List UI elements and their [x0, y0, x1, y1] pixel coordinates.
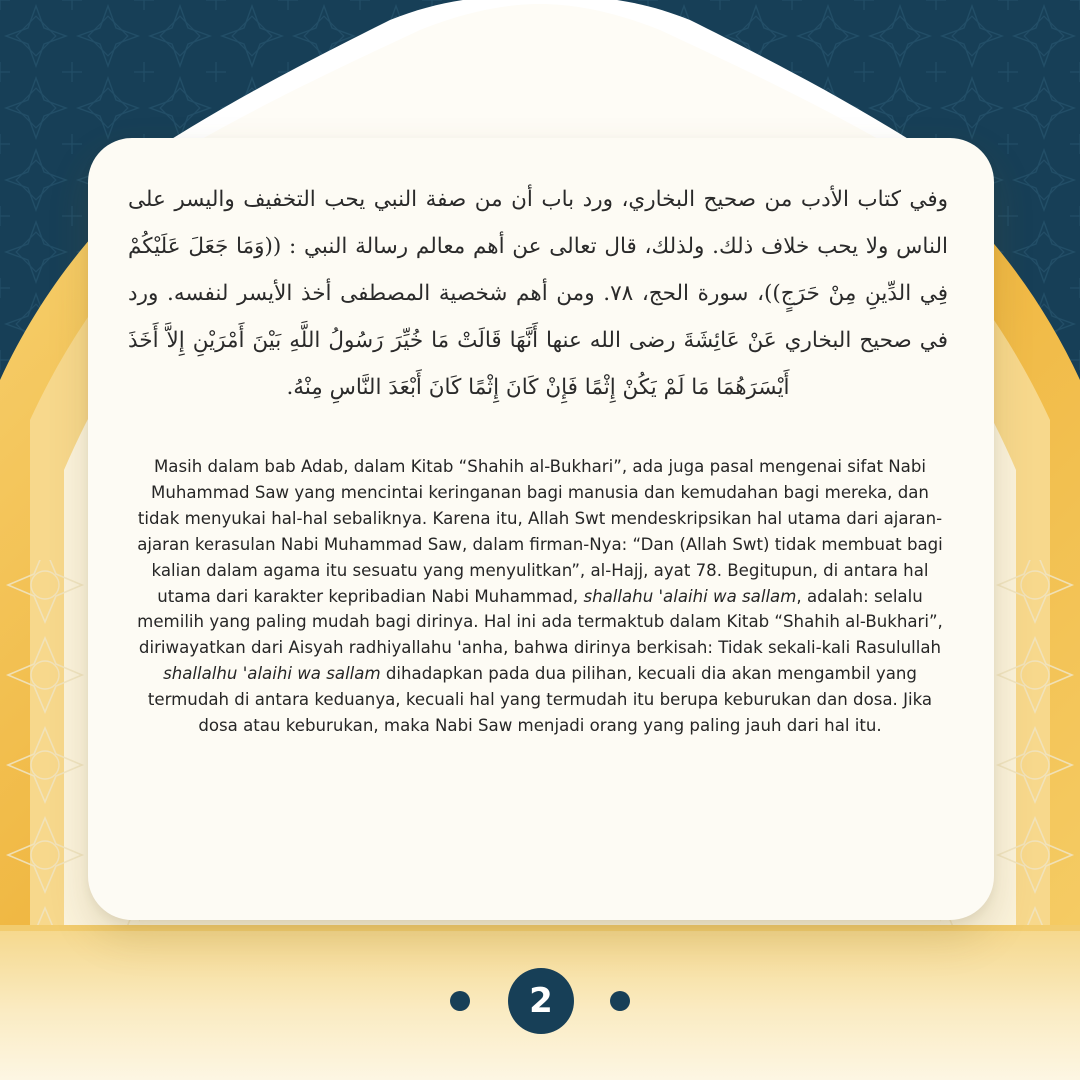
translation-part-2: , adalah: selalu memilih yang paling mudah bagi dirinya. Hal ini ada termaktub dalam Kitab “Shahih al-Bukhari”, diriwayatkan dari Aisyah radhiyallahu 'anha, bahwa dirinya berkisah: Tidak sekali-kali Rasulullah	[137, 586, 943, 658]
page-number-badge: 2	[508, 968, 574, 1034]
translation-italic-2: shallalhu 'alaihi wa sallam	[163, 664, 381, 684]
next-page-dot[interactable]	[610, 991, 630, 1011]
indonesian-translation	[128, 454, 952, 739]
translation-part-1: Masih dalam bab Adab, dalam Kitab “Shahih al-Bukhari”, ada juga pasal mengenai sifat Nabi Muhammad Saw yang mencintai keringanan bagi manusia dan kemudahan bagi mereka, dan tidak menyukai hal-hal sebaliknya. Karena itu, Allah Swt mendeskripsikan hal utama dari ajaran-ajaran kerasulan Nabi Muhammad Saw, dalam firman-Nya: “Dan (Allah Swt) tidak membuat bagi kalian dalam agama itu sesuatu yang menyulitkan”, al-Hajj, ayat 78. Begitupun, di antara hal utama dari karakter kepribadian Nabi Muhammad,	[137, 457, 943, 606]
arabic-text: وفي كتاب الأدب من صحيح البخاري، ورد باب أن من صفة النبي يحب التخفيف واليسر على الناس ولا يحب خلاف ذلك. ولذلك، قال تعالى عن أهم معالم رسالة النبي : ((وَمَا جَعَلَ عَلَيْكُمْ فِي الدِّينِ مِنْ حَرَجٍ))، سورة الحج، ٧٨. ومن أهم شخصية المصطفى أخذ الأيسر لنفسه. ورد في صحيح البخاري عَنْ عَائِشَةَ رضى الله عنها أَنَّهَا قَالَتْ مَا خُيِّرَ رَسُولُ اللَّهِ بَيْنَ أَمْرَيْنِ إِلاَّ أَخَذَ أَيْسَرَهُمَا مَا لَمْ يَكُنْ إِثْمًا فَإِنْ كَانَ إِثْمًا كَانَ أَبْعَدَ النَّاسِ مِنْهُ.	[128, 187, 949, 400]
pagination	[0, 968, 1080, 1034]
previous-page-dot[interactable]	[450, 991, 470, 1011]
translation-part-3: dihadapkan pada dua pilihan, kecuali dia akan mengambil yang termudah di antara keduanya, kecuali hal yang termudah itu berupa keburukan dan dosa. Jika dosa atau keburukan, maka Nabi Saw menjadi orang yang paling jauh dari hal itu.	[147, 664, 933, 736]
translation-italic-1: shallahu 'alaihi wa sallam	[583, 586, 797, 606]
